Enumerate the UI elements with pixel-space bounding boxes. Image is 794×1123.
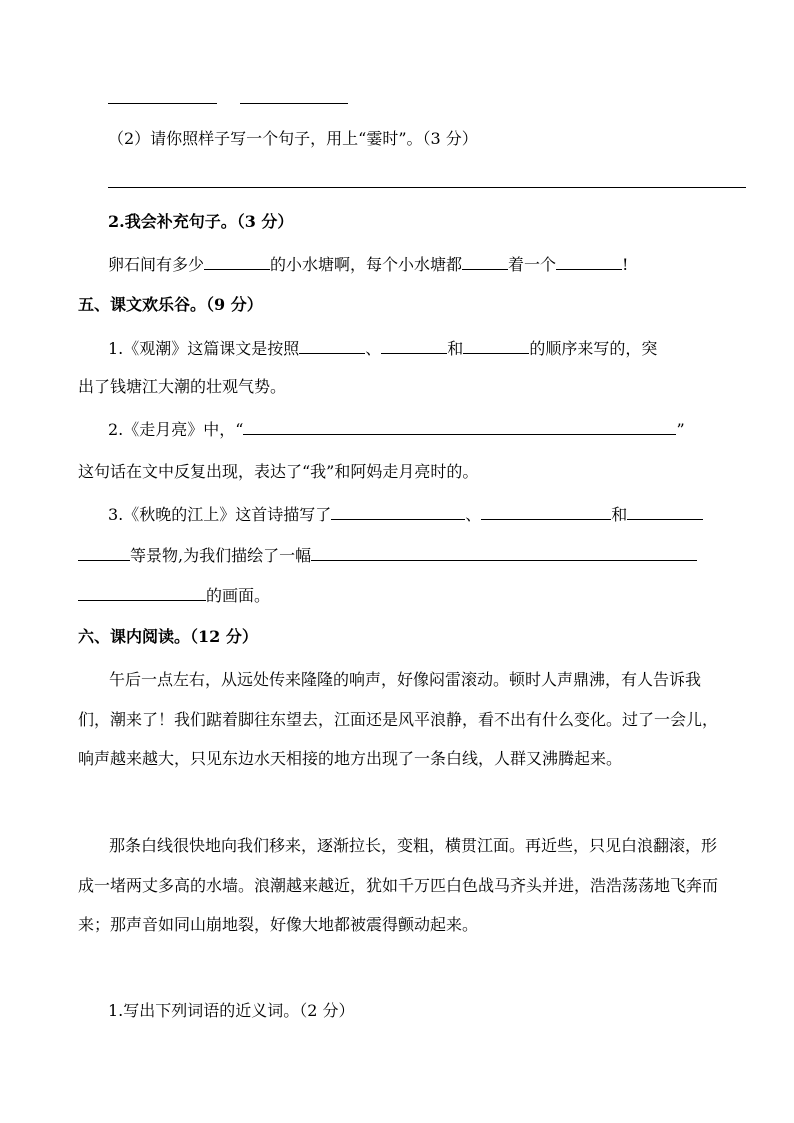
section-5-q3-line1 bbox=[108, 505, 703, 525]
section-5-q1-line1 bbox=[108, 339, 657, 359]
question-2-sentence bbox=[108, 255, 628, 275]
fill-blank[interactable] bbox=[331, 505, 465, 520]
section-5-q1-line2: 出了钱塘江大潮的壮观气势。 bbox=[78, 377, 287, 396]
section-6-q1: 1.写出下列词语的近义词。（2 分） bbox=[108, 1001, 355, 1020]
answer-blank[interactable] bbox=[240, 103, 348, 104]
fill-blank[interactable] bbox=[78, 546, 130, 561]
text-segment: 2.《走月亮》中，“ bbox=[108, 420, 244, 439]
text-segment: 、 bbox=[465, 505, 482, 524]
text-segment: 和 bbox=[447, 339, 464, 358]
text-segment: ” bbox=[676, 420, 685, 439]
fill-blank[interactable] bbox=[463, 339, 529, 354]
text-segment: 3.《秋晚的江上》这首诗描写了 bbox=[108, 505, 332, 524]
text-segment: 的画面。 bbox=[206, 586, 271, 605]
section-5-q3-line3 bbox=[78, 586, 270, 606]
fill-blank[interactable] bbox=[311, 546, 697, 561]
text-segment: 1.《观潮》这篇课文是按照 bbox=[108, 339, 300, 358]
section-5-q2-line1 bbox=[108, 420, 685, 440]
section-5-q2-line2: 这句话在文中反复出现，表达了“我”和阿妈走月亮时的。 bbox=[78, 462, 479, 481]
section-6-title: 六、课内阅读。（12 分） bbox=[78, 627, 258, 646]
fill-blank[interactable] bbox=[204, 255, 270, 270]
text-segment: 卵石间有多少 bbox=[108, 255, 205, 274]
answer-line[interactable] bbox=[108, 187, 746, 188]
reading-paragraph-2: 那条白线很快地向我们移来，逐渐拉长，变粗，横贯江面。再近些，只见白浪翻滚，形成一堵两丈多高的水墙。浪潮越来越近，犹如千万匹白色战马齐头并进，浩浩荡荡地飞奔而来；那声音如同山崩地裂，好像大地都被震得颤动起来。 bbox=[78, 836, 719, 934]
fill-blank[interactable] bbox=[627, 505, 703, 520]
text-segment: 和 bbox=[611, 505, 628, 524]
reading-paragraph-1: 午后一点左右，从远处传来隆隆的响声，好像闷雷滚动。顿时人声鼎沸，有人告诉我们，潮来了！我们踮着脚往东望去，江面还是风平浪静，看不出有什么变化。过了一会儿，响声越来越大，只见东边水天相接的地方出现了一条白线，人群又沸腾起来。 bbox=[78, 670, 719, 768]
text-segment: ! bbox=[622, 255, 629, 274]
text-segment: 着一个 bbox=[508, 255, 557, 274]
text-segment: 的小水塘啊，每个小水塘都 bbox=[270, 255, 463, 274]
text-segment: 等景物,为我们描绘了一幅 bbox=[130, 546, 312, 565]
fill-blank[interactable] bbox=[462, 255, 508, 270]
fill-blank[interactable] bbox=[299, 339, 365, 354]
section-5-q3-line2 bbox=[78, 546, 697, 566]
text-segment: 的顺序来写的，突 bbox=[529, 339, 658, 358]
question-2-title: 2.我会补充句子。（3 分） bbox=[108, 212, 294, 231]
fill-blank[interactable] bbox=[243, 420, 676, 435]
fill-blank[interactable] bbox=[78, 586, 206, 601]
fill-blank[interactable] bbox=[481, 505, 611, 520]
text-segment: 、 bbox=[365, 339, 382, 358]
question-1-2: （2）请你照样子写一个句子，用上“霎时”。（3 分） bbox=[108, 129, 478, 148]
section-5-title: 五、课文欢乐谷。（9 分） bbox=[78, 295, 263, 314]
answer-blank[interactable] bbox=[108, 103, 217, 104]
fill-blank[interactable] bbox=[381, 339, 447, 354]
fill-blank[interactable] bbox=[556, 255, 622, 270]
